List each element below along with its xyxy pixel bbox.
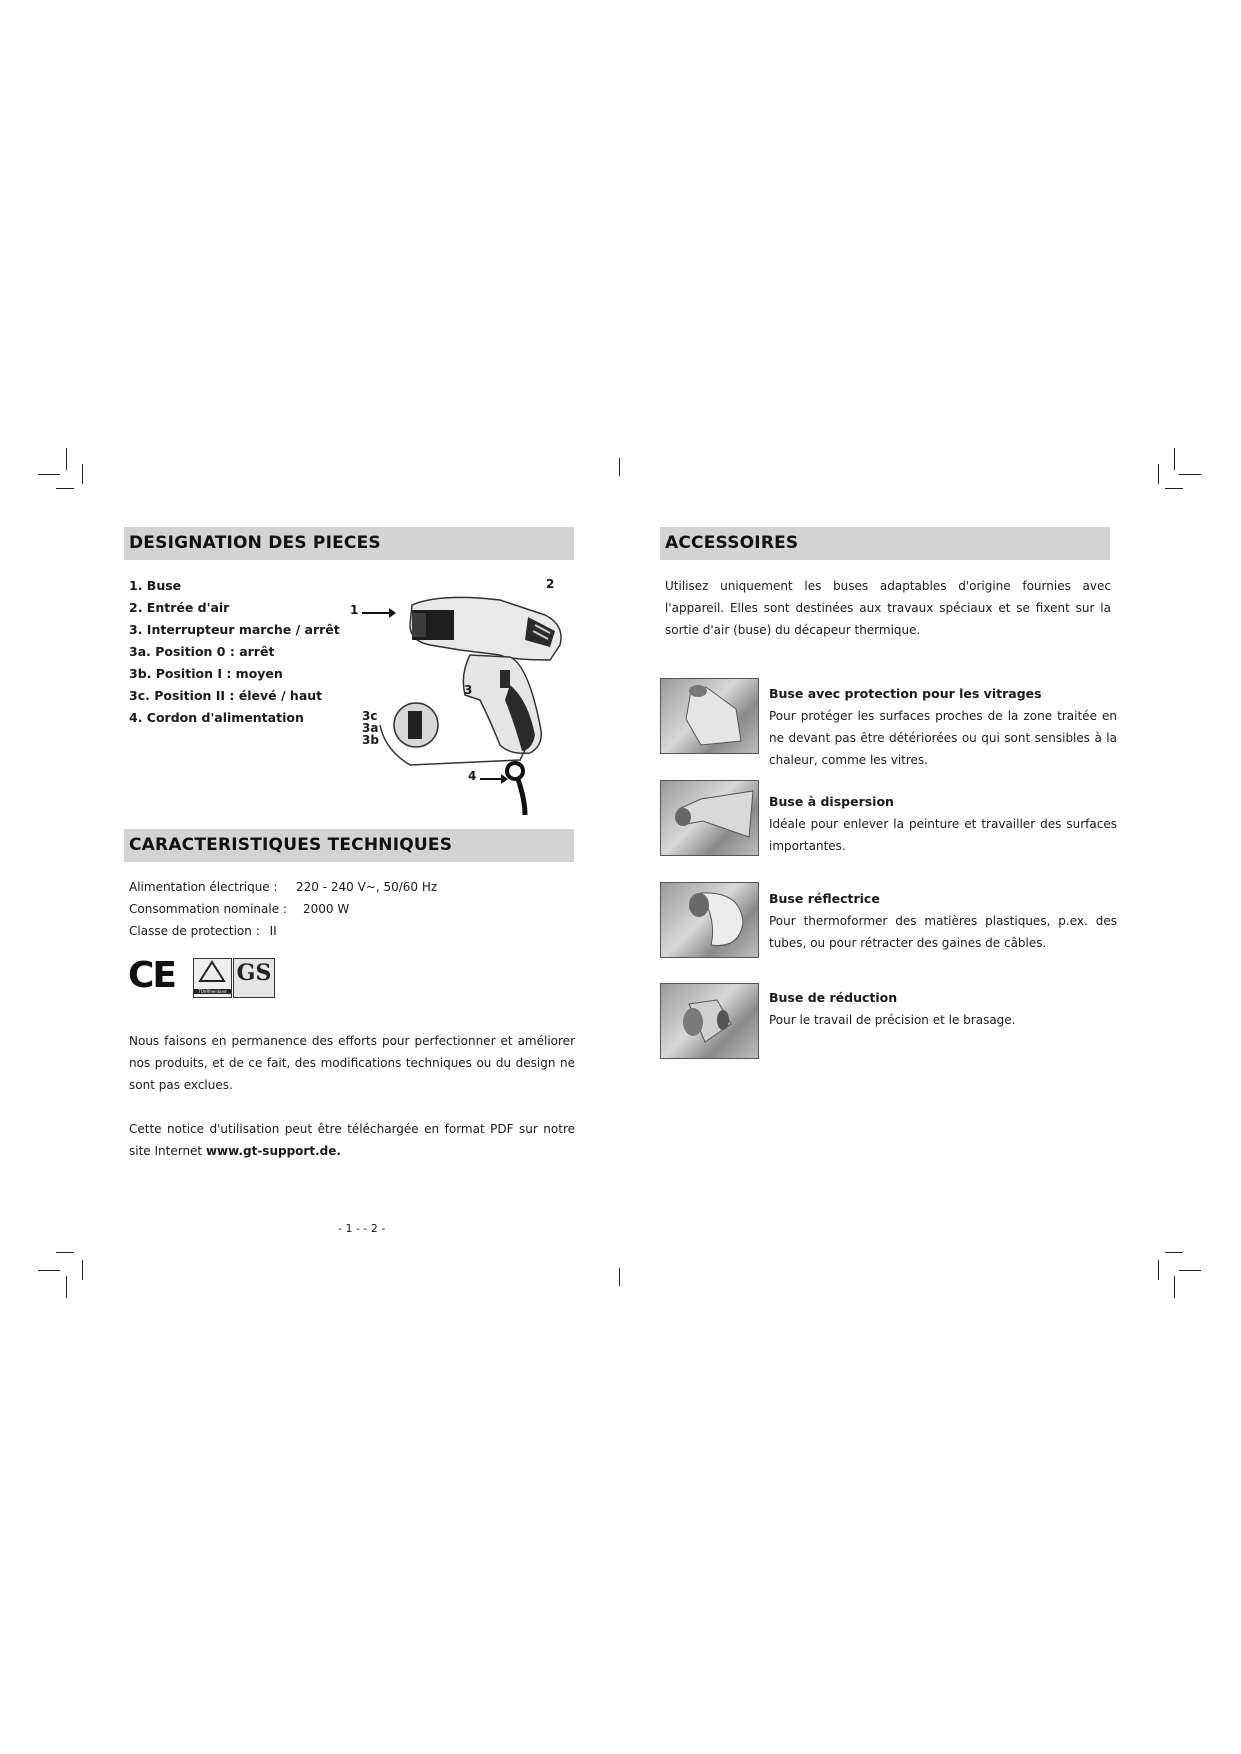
paragraph-improvements: Nous faisons en permanence des efforts pour perfectionner et améliorer nos produits, et de ce fait, des modifications techniques ou du design ne sont pas exclues. [129,1034,575,1092]
nozzle-dispersion-icon [661,781,758,855]
spec-label: Classe de protection : [129,924,260,938]
heat-gun-figure [350,575,580,815]
accessory-item [769,888,1117,954]
gs-mark: GS [233,958,275,998]
parts-list [129,575,359,729]
accessory-item [769,683,1117,771]
part-item: 3c. Position II : élevé / haut [129,688,323,703]
tuv-mark [193,958,232,998]
part-item: 4. Cordon d'alimentation [129,710,304,725]
part-item: 3. Interrupteur marche / arrêt [129,622,340,637]
spec-value: 2000 W [303,902,350,916]
fig-label-3b: 3b [362,733,379,747]
part-item: 1. Buse [129,578,182,593]
spec-value: 220 - 240 V~, 50/60 Hz [296,880,438,894]
support-link[interactable]: www.gt-support.de. [205,1144,341,1158]
accessory-item [769,791,1117,857]
accessory-title: Buse avec protection pour les vitrages [769,686,1042,701]
nozzle-reflector-photo [660,882,759,958]
fig-label-4: 4 [468,769,477,783]
accessory-item [769,987,1117,1031]
tuv-triangle-icon [194,959,231,985]
accessory-text: Pour protéger les surfaces proches de la zone traitée en ne devant pas être détériorées ou qui sont sensibles à la chaleur, comme les vitres. [769,709,1117,767]
designation-title: DESIGNATION DES PIECES [129,533,381,553]
accessoires-title: ACCESSOIRES [665,533,799,553]
accessory-title: Buse de réduction [769,990,898,1005]
accessory-text: Pour le travail de précision et le brasage. [769,1013,1016,1027]
accessory-text: Pour thermoformer des matières plastiques, p.ex. des tubes, ou pour rétracter des gaines de câbles. [769,914,1117,950]
nozzle-reduction-photo [660,983,759,1059]
fig-arrow-4 [480,778,506,780]
ce-mark: CE [128,955,176,996]
spec-row [129,902,569,924]
tech-specs [129,880,569,946]
spec-label: Alimentation électrique : [129,880,278,894]
spec-value: II [269,924,277,938]
part-item: 2. Entrée d'air [129,600,230,615]
accessory-title: Buse à dispersion [769,794,894,809]
tuv-label: TÜVRheinland [194,989,231,994]
caracteristiques-header [124,829,574,862]
designation-header [124,527,574,560]
spec-label: Consommation nominale : [129,902,287,916]
fig-label-3a: 3a [362,721,379,735]
accessoires-intro: Utilisez uniquement les buses adaptables d'origine fournies avec l'appareil. Elles sont destinées aux travaux spéciaux et se fixent sur la sortie d'air (buse) du décapeur thermique. [665,579,1111,637]
accessoires-header [660,527,1110,560]
page-number: - 1 - - 2 - [338,1222,386,1235]
part-item: 3a. Position 0 : arrêt [129,644,275,659]
nozzle-reduction-icon [661,984,758,1058]
fig-label-3c: 3c [362,709,378,723]
fig-label-2: 2 [546,577,555,591]
nozzle-glass-protection-icon [661,679,758,753]
fig-label-1: 1 [350,603,359,617]
paragraph-download [129,1118,575,1162]
nozzle-glass-protection-photo [660,678,759,754]
fig-label-3: 3 [464,683,473,697]
nozzle-dispersion-photo [660,780,759,856]
accessory-title: Buse réflectrice [769,891,880,906]
nozzle-reflector-icon [661,883,758,957]
download-text: Cette notice d'utilisation peut être téléchargée en format PDF sur notre site Internet [129,1122,575,1158]
accessory-text: Idéale pour enlever la peinture et travailler des surfaces importantes. [769,817,1117,853]
fig-arrow-1 [362,612,394,614]
part-item: 3b. Position I : moyen [129,666,283,681]
caracteristiques-title: CARACTERISTIQUES TECHNIQUES [129,835,453,855]
spec-row [129,924,569,946]
spec-row [129,880,569,902]
